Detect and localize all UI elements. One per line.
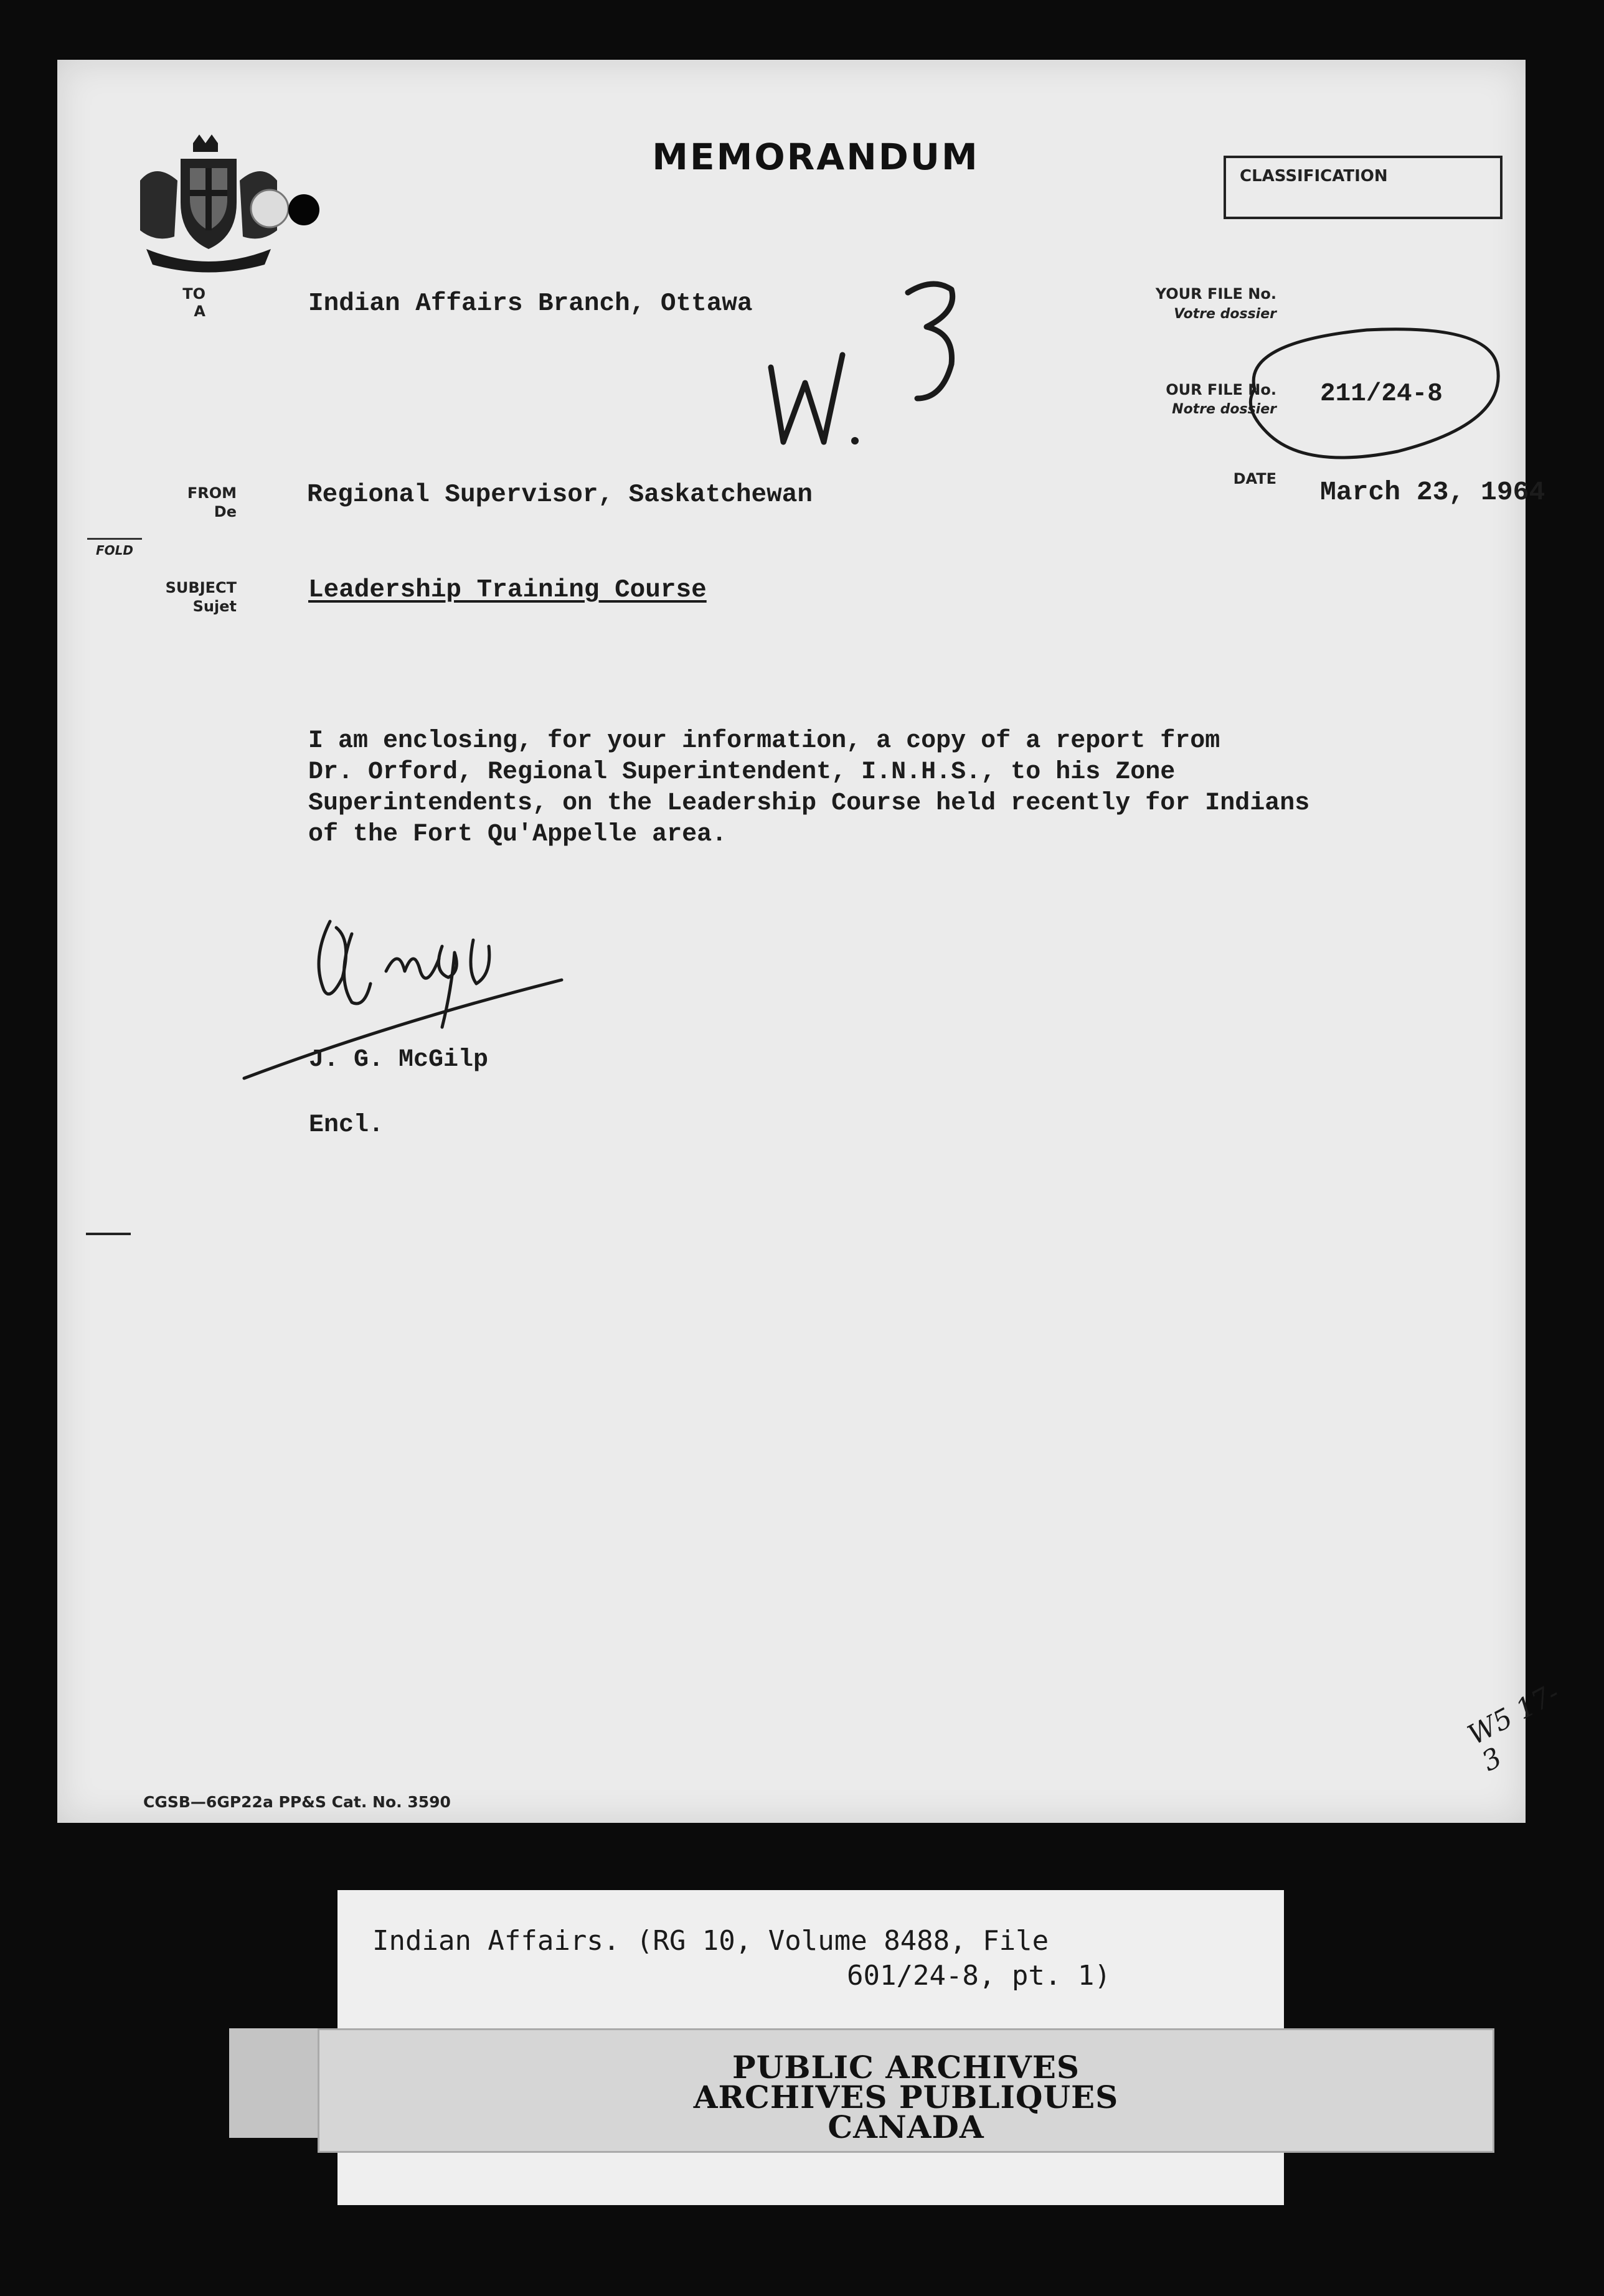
date-value: March 23, 1964	[1320, 477, 1545, 507]
memo-body	[308, 727, 1309, 852]
corner-note: W5 17-3	[1463, 1677, 1565, 1778]
handwritten-mark-text	[758, 274, 760, 275]
handwritten-mark	[758, 274, 970, 461]
margin-mark	[86, 1233, 131, 1235]
from-label-fr: De	[214, 503, 237, 520]
classification-label: CLASSIFICATION	[1240, 167, 1388, 186]
body-line: Dr. Orford, Regional Superintendent, I.N.H.S., to his Zone	[308, 758, 1176, 786]
our-file-value: 211/24-8	[1320, 380, 1443, 408]
body-line: I am enclosing, for your information, a copy of a report from	[308, 727, 1220, 755]
from-label-en: FROM	[187, 484, 237, 502]
body-line: of the Fort Qu'Appelle area.	[308, 821, 727, 849]
our-file-label-fr: Notre dossier	[1172, 402, 1276, 417]
subject-value: Leadership Training Course	[308, 576, 707, 605]
your-file-label-fr: Votre dossier	[1174, 306, 1276, 322]
form-code: CGSB—6GP22a PP&S Cat. No. 3590	[143, 1793, 451, 1811]
to-label-en: TO	[182, 285, 205, 303]
date-label: DATE	[1233, 470, 1276, 487]
subject-label-fr: Sujet	[192, 598, 237, 615]
signatory-name: J. G. McGilp	[309, 1046, 489, 1074]
fold-line	[87, 538, 142, 540]
archive-citation-card	[337, 1890, 1284, 2006]
subject-label-en: SUBJECT	[165, 579, 237, 596]
fold-label: FOLD	[95, 543, 133, 558]
citation-line-2: 601/24-8, pt. 1)	[847, 1960, 1111, 1992]
punch-hole	[288, 194, 319, 225]
to-value: Indian Affairs Branch, Ottawa	[308, 289, 753, 318]
stamp-line-2: ARCHIVES PUBLIQUES	[693, 2079, 1119, 2115]
body-line: Superintendents, on the Leadership Course held recently for Indians	[308, 789, 1310, 817]
stamp-line-1: PUBLIC ARCHIVES	[732, 2049, 1080, 2086]
to-label-fr: A	[194, 303, 205, 320]
classification-box	[1224, 156, 1503, 219]
your-file-label-en: YOUR FILE No.	[1155, 285, 1276, 303]
coat-of-arms-icon	[128, 131, 290, 274]
our-file-label-en: OUR FILE No.	[1166, 381, 1276, 398]
memo-title: MEMORANDUM	[652, 136, 979, 178]
archive-stamp	[318, 2028, 1494, 2153]
stamp-line-3: CANADA	[828, 2109, 984, 2145]
enclosure-note: Encl.	[309, 1111, 384, 1139]
citation-line-1: Indian Affairs. (RG 10, Volume 8488, File	[372, 1925, 1049, 1957]
from-value: Regional Supervisor, Saskatchewan	[307, 481, 813, 509]
